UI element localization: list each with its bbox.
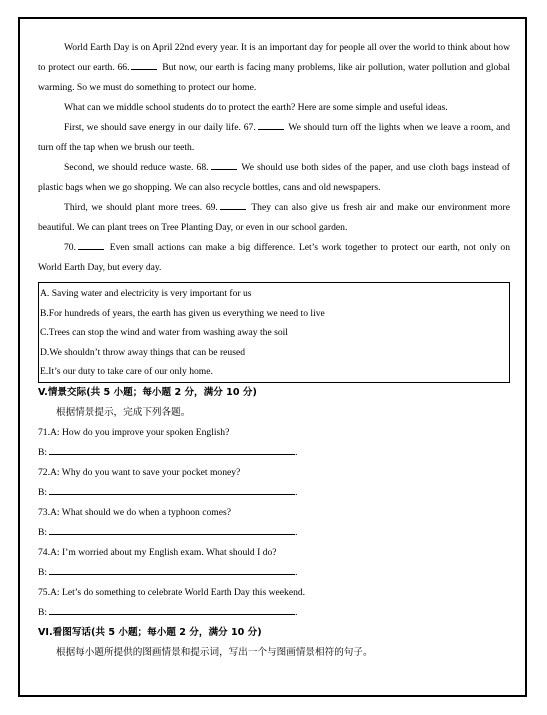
answer-row: B: . — [38, 526, 298, 538]
exam-content — [38, 38, 510, 663]
option-e: E.It’s our duty to take care of our only home. — [40, 366, 213, 378]
answer-row: B: . — [38, 486, 298, 498]
option-a: A. Saving water and electricity is very important for us — [40, 288, 252, 299]
answer-label: B: — [38, 606, 48, 618]
options-box — [38, 282, 510, 383]
question-73 — [38, 503, 510, 543]
answer-row: B: . — [38, 446, 298, 458]
answer-line[interactable] — [49, 445, 295, 455]
passage-text: But now, our earth is facing many problems, like air pollution, water pollution and global warming. So we must do something to protect our home. — [38, 62, 511, 93]
answer-line[interactable] — [49, 485, 295, 495]
answer-line[interactable] — [49, 525, 295, 535]
blank-number-70: 70. — [64, 242, 76, 253]
question-text: 72.A: Why do you want to save your pocket money? — [38, 466, 241, 478]
section-5-title: V.情景交际(共 5 小题；每小题 2 分，满分 10 分) — [38, 386, 257, 398]
question-text: 73.A: What should we do when a typhoon comes? — [38, 506, 231, 518]
passage-paragraph-6 — [38, 238, 510, 278]
question-75 — [38, 583, 510, 623]
passage-text: World Earth Day is on April 22nd every year. It is an important day for people all over the world to think about how to protect our earth. — [38, 42, 510, 73]
blank-66[interactable] — [131, 61, 157, 70]
question-text: 74.A: I’m worried about my English exam. What should I do? — [38, 546, 277, 558]
answer-line[interactable] — [49, 605, 295, 615]
passage-text: Third, we should plant more trees. — [64, 202, 203, 213]
answer-line[interactable] — [49, 565, 295, 575]
blank-number-68: 68. — [196, 162, 209, 173]
answer-label: B: — [38, 566, 48, 578]
passage-text: They can also give us fresh air and make our environment more beautiful. We can plant trees on Tree Planting Day, or even in our school garden. — [38, 202, 510, 233]
answer-label: B: — [38, 446, 48, 458]
passage-text: Even small actions can make a big difference. Let’s work together to protect our earth, not only on World Earth Day, but every day. — [38, 242, 510, 273]
blank-number-66: 66. — [117, 62, 130, 73]
question-text: 71.A: How do you improve your spoken English? — [38, 426, 230, 438]
passage-text: First, we should save energy in our daily life. — [64, 122, 241, 133]
passage-paragraph-1 — [38, 38, 510, 98]
option-c: C.Trees can stop the wind and water from washing away the soil — [40, 327, 288, 339]
answer-label: B: — [38, 526, 48, 538]
question-74 — [38, 543, 510, 583]
answer-label: B: — [38, 486, 48, 498]
section-5-instruction: 根据情景提示，完成下列各题。 — [56, 406, 191, 418]
section-6-title: VI.看图写话(共 5 小题；每小题 2 分，满分 10 分) — [38, 626, 262, 638]
question-72 — [38, 463, 510, 503]
passage-paragraph-2: What can we middle school students do to protect the earth? Here are some simple and useful ideas. — [64, 102, 448, 113]
passage-text: Second, we should reduce waste. — [64, 162, 194, 173]
blank-69[interactable] — [220, 201, 246, 210]
question-text: 75.A: Let’s do something to celebrate World Earth Day this weekend. — [38, 586, 306, 598]
blank-number-67: 67. — [243, 122, 256, 133]
blank-70[interactable] — [78, 241, 104, 250]
question-71 — [38, 423, 510, 463]
option-d: D.We shouldn’t throw away things that can be reused — [40, 346, 246, 358]
blank-number-69: 69. — [205, 202, 218, 213]
passage-paragraph-5 — [38, 198, 510, 238]
answer-row: B: . — [38, 606, 298, 618]
passage-paragraph-3 — [38, 118, 510, 158]
section-6-instruction: 根据每小题所提供的图画情景和提示词，写出一个与图画情景相符的句子。 — [56, 646, 373, 658]
option-b: B.For hundreds of years, the earth has given us everything we need to live — [40, 307, 325, 319]
passage-text: We should use both sides of the paper, and use cloth bags instead of plastic bags when we go shopping. We can also recycle bottles, cans and old newspapers. — [38, 162, 510, 193]
passage-text: We should turn off the lights when we leave a room, and turn off the tap when we brush our teeth. — [38, 122, 510, 153]
answer-row: B: . — [38, 566, 298, 578]
blank-67[interactable] — [258, 121, 284, 130]
passage-paragraph-4 — [38, 158, 510, 198]
blank-68[interactable] — [211, 161, 237, 170]
